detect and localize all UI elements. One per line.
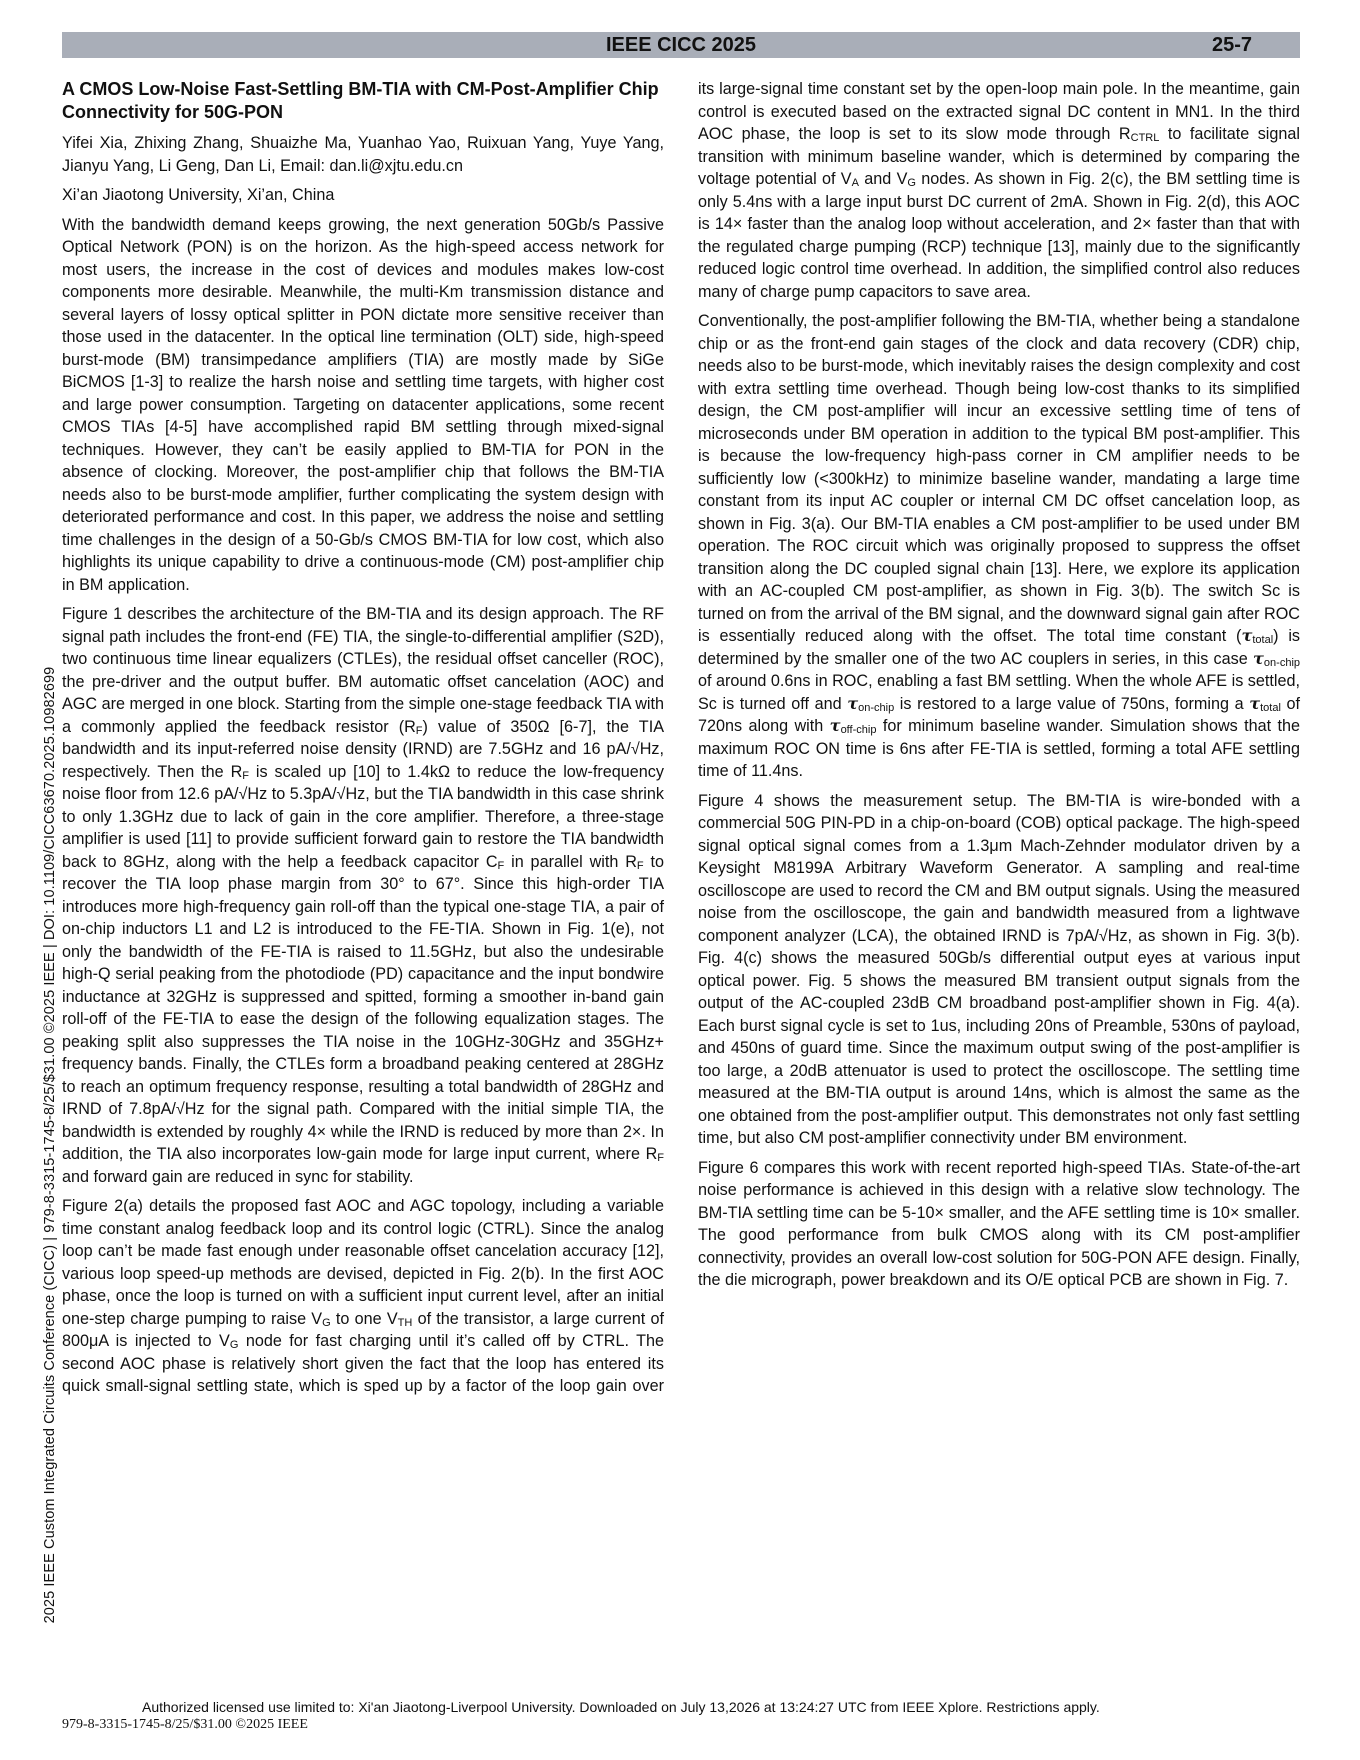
page-number: 25-7 xyxy=(1211,34,1252,56)
paragraph-comparison: Figure 6 compares this work with recent reported high-speed TIAs. State-of-the-art noise performance is achieved in this design with a relative slow technology. The BM-TIA settling time can be 5-10× smaller, and the AFE settling time is 10× smaller. The good performance from bulk CMOS along with its CM post-amplifier connectivity, provides an overall low-cost solution for 50G-PON AFE design. Finally, the die micrograph, power breakdown and its O/E optical PCB are shown in Fig. 7. xyxy=(698,1158,1300,1289)
paragraph-measurement: Figure 4 shows the measurement setup. The BM-TIA is wire-bonded with a commercial 50G PIN-PD in a chip-on-board (COB) optical package. The high-speed signal optical signal comes from a 1.3μm Mach-Zehnder modulator driven by a Keysight M8199A Arbitrary Waveform Generator. A sampling and real-time oscilloscope are used to record the CM and BM output signals. Using the measured noise from the oscilloscope, the gain and bandwidth measured from a lightwave component analyzer (LCA), the obtained IRND is 7pA/√Hz, as shown in Fig. 3(b). Fig. 4(c) shows the measured 50Gb/s differential output eyes at various input optical power. Fig. 5 shows the measured BM transient output signals from the output of the AC-coupled 23dB CM broadband post-amplifier shown in Fig. 4(a). Each burst signal cycle is set to 1us, including 20ns of Preamble, 530ns of payload, and 450ns of guard time. Since the maximum output swing of the post-amplifier is too large, a 20dB attenuator is used to protect the oscilloscope. The settling time measured at the BM-TIA output is around 14ns, which is almost the same as the one obtained from the post-amplifier output. This demonstrates not only fast settling time, but also CM post-amplifier connectivity under BM environment. xyxy=(698,791,1300,1147)
paragraph-intro: With the bandwidth demand keeps growing, the next generation 50Gb/s Passive Optical Network (PON) is on the horizon. As the high-speed access network for most users, the increase in the cost of devices and modules makes low-cost components more desirable. Meanwhile, the multi-Km transmission distance and several layers of lossy optical splitter in PON dictate more sensitive receiver than those used in the datacenter. In the optical line termination (OLT) side, high-speed burst-mode (BM) transimpedance amplifiers (TIA) are mostly made by SiGe BiCMOS [1-3] to realize the harsh noise and settling time targets, with higher cost and large power consumption. Targeting on datacenter applications, some recent CMOS TIAs [4-5] have accomplished rapid BM settling through mixed-signal techniques. However, they can’t be easily applied to BM-TIA for PON in the absence of clocking. Moreover, the post-amplifier chip that follows the BM-TIA needs also to be burst-mode amplifier, further complicating the system design with deteriorated performance and cost. In this paper, we address the noise and settling time challenges in the design of a 50-Gb/s CMOS BM-TIA for low cost, which also highlights its unique capability to drive a continuous-mode (CM) post-amplifier chip in BM application. xyxy=(62,215,664,594)
paragraph-aoc: Figure 2(a) details the proposed fast AOC and AGC topology, including a variable time constant analog feedback loop and its control logic (CTRL). Since the analog loop can’t be made fast enough under reasonable offset cancelation accuracy [12], various loop speed-up methods are devised, depicted in Fig. 2(b). In the first AOC phase, once the loop is turned on with a sufficient input current level, after an initial one-step charge pumping to raise $V_G$ to one $V_{TH}$ of the transistor, a large current of 800μA is injected to $V_G$ node for fast charging until it’s called off by CTRL. The second AOC phase is relatively short given the fact that the loop has entered its quick small-signal settling state, which is sped up by a factor of the loop gain over xyxy=(62,1197,665,1395)
author-list: Yifei Xia, Zhixing Zhang, Shuaizhe Ma, Yuanhao Yao, Ruixuan Yang, Yuye Yang, Jianyu Yang, Li Geng, Dan Li, Email: dan.li@xjtu.edu.cn xyxy=(62,134,664,175)
paragraph-aoc-continued: its large-signal time constant set by the open-loop main pole. In the meantime, gain control is executed based on the extracted signal DC content in MN1. In the third AOC phase, the loop is set to its slow mode through $R_{CTRL}$ to facilitate signal transition with minimum baseline wander, which is determined by comparing the voltage potential of $V_A$ and $V_G$ nodes. As shown in Fig. 2(c), the BM settling time is only 5.4ns with a large input burst DC current of 2mA. Shown in Fig. 2(d), this AOC is 14× faster than the analog loop without acceleration, and 2× faster than that with the regulated charge pumping (RCP) technique [13], mainly due to the significantly reduced logic control time overhead. In addition, the simplified control also reduces many of charge pump capacitors to save area. xyxy=(698,80,1301,301)
right-column xyxy=(698,78,1300,1299)
paragraph-post-amplifier: Conventionally, the post-amplifier following the BM-TIA, whether being a standalone chip or as the front-end gain stages of the clock and data recovery (CDR) chip, needs also to be burst-mode, which inevitably raises the design complexity and cost with extra settling time overhead. Though being low-cost thanks to its simplified design, the CM post-amplifier will incur an excessive settling time of tens of microseconds under BM operation in addition to the typical BM post-amplifier. This is because the low-frequency high-pass corner in CM amplifier needs to be sufficiently low (<300kHz) to minimize baseline wander, mandating a large time constant from its input AC coupler or internal CM DC offset cancelation loop, as shown in Fig. 3(a). Our BM-TIA enables a CM post-amplifier to be used under BM operation. The ROC circuit which was originally proposed to suppress the offset transition along the DC coupled signal chain [13]. Here, we explore its application with an AC-coupled CM post-amplifier, as shown in Fig. 3(b). The switch Sc is turned on from the arrival of the BM signal, and the downward signal gain after ROC is essentially reduced along with the offset. The total time constant $(\tau_{total})$ is determined by the smaller one of the two AC couplers in series, in this case $\tau_{on-chip}$ of around 0.6ns in ROC, enabling a fast BM settling. When the whole AFE is settled, Sc is turned off and $\tau_{on-chip}$ is restored to a large value of 750ns, forming a $\tau_{total}$ of 720ns along with $\tau_{off-chip}$ for minimum baseline wander. Simulation shows that the maximum ROC ON time is 6ns after FE-TIA is settled, forming a total AFE settling time of 11.4ns. xyxy=(698,312,1301,780)
paragraph-architecture: Figure 1 describes the architecture of the BM-TIA and its design approach. The RF signal path includes the front-end (FE) TIA, the single-to-differential amplifier (S2D), two continuous time linear equalizers (CTLEs), the residual offset canceller (ROC), the pre-driver and the output buffer. BM automatic offset cancelation (AOC) and AGC are merged in one block. Starting from the simple one-stage feedback TIA with a commonly applied the feedback resistor $(R_F)$ value of 350Ω [6-7], the TIA bandwidth and its input-referred noise density (IRND) are 7.5GHz and 16 pA/√Hz, respectively. Then the $R_F$ is scaled up [10] to 1.4kΩ to reduce the low-frequency noise floor from 12.6 pA/√Hz to 5.3pA/√Hz, but the TIA bandwidth in this case shrink to only 1.3GHz due to lack of gain in the core amplifier. Therefore, a three-stage amplifier is used [11] to provide sufficient forward gain to restore the TIA bandwidth back to 8GHz, along with the help a feedback capacitor $C_F$ in parallel with $R_F$ to recover the TIA loop phase margin from 30° to 67°. Since this high-order TIA introduces more high-frequency gain roll-off than the typical one-stage TIA, a pair of on-chip inductors L1 and L2 is introduced to the FE-TIA. Shown in Fig. 1(e), not only the bandwidth of the FE-TIA is raised to 11.5GHz, but also the undesirable high-Q serial peaking from the photodiode (PD) capacitance and the input bondwire inductance at 32GHz is suppressed and spitted, forming a smoother in-band gain roll-off of the FE-TIA to ease the design of the following equalization stages. The peaking split also suppresses the TIA noise in the 10GHz-30GHz and 35GHz+ frequency bands. Finally, the CTLEs form a broadband peaking centered at 28GHz to reach an optimum frequency response, resulting a total bandwidth of 28GHz and IRND of 7.8pA/√Hz for the signal path. Compared with the initial simple TIA, the bandwidth is extended by roughly 4× while the IRND is reduced by more than 2×. In addition, the TIA also incorporates low-gain mode for large input current, where $R_F$ and forward gain are reduced in sync for stability. xyxy=(62,605,664,1186)
affiliation: Xi’an Jiaotong University, Xi’an, China xyxy=(62,186,335,204)
paper-title: A CMOS Low-Noise Fast-Settling BM-TIA with CM-Post-Amplifier Chip Connectivity for 50G-PON xyxy=(62,79,659,122)
conference-name: IEEE CICC 2025 xyxy=(605,34,757,56)
side-citation: 2025 IEEE Custom Integrated Circuits Conference (CICC) | 979-8-3315-1745-8/25/$31.00 ©2025 IEEE | DOI: 10.1109/CICC63670.2025.10982699 xyxy=(42,666,58,1624)
left-column xyxy=(62,78,664,1405)
license-notice: Authorized licensed use limited to: Xi'an Jiaotong-Liverpool University. Downloaded on July 13,2026 at 13:24:27 UTC from IEEE Xplore. Restrictions apply. xyxy=(142,1699,1100,1715)
running-header xyxy=(62,32,1300,58)
copyright-notice: 979-8-3315-1745-8/25/$31.00 ©2025 IEEE xyxy=(62,1717,308,1732)
